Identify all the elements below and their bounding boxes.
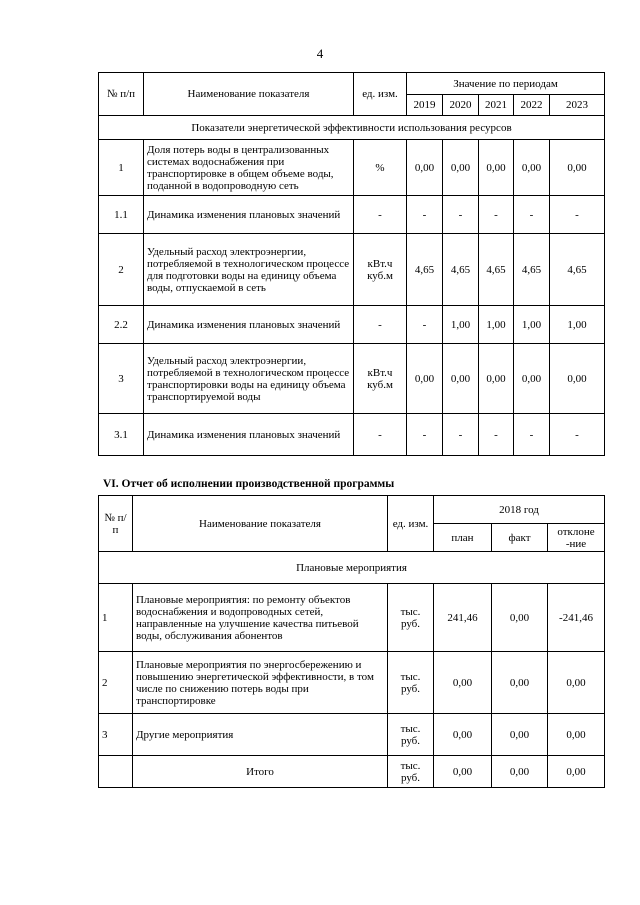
row-name: Динамика изменения плановых значений	[144, 196, 354, 234]
table-row	[99, 306, 605, 344]
row-unit: -	[354, 414, 407, 456]
row-value: 4,65	[407, 234, 443, 306]
header-periods: Значение по периодам	[407, 73, 605, 95]
row-name: Доля потерь воды в централизованных системах водоснабжения при транспортировке в общем объеме воды, поданной в водопроводную сеть	[144, 140, 354, 196]
header-num: № п/п	[99, 73, 144, 116]
row-num: 2	[99, 234, 144, 306]
row-unit: тыс. руб.	[388, 652, 434, 714]
row-value: 0,00	[443, 344, 479, 414]
row-fact: 0,00	[492, 584, 548, 652]
row-deviation: 0,00	[548, 756, 605, 788]
row-num: 1.1	[99, 196, 144, 234]
row-num	[99, 756, 133, 788]
year-2019: 2019	[407, 95, 443, 116]
table2-header-row	[99, 496, 605, 524]
table-row	[99, 196, 605, 234]
energy-efficiency-table	[98, 72, 605, 456]
row-value: -	[479, 414, 514, 456]
header-plan: план	[434, 524, 492, 552]
row-unit: тыс. руб.	[388, 714, 434, 756]
row-value: 1,00	[443, 306, 479, 344]
row-value: -	[550, 414, 605, 456]
header-year: 2018 год	[434, 496, 605, 524]
row-value: 1,00	[514, 306, 550, 344]
row-value: 0,00	[479, 140, 514, 196]
header-unit: ед. изм.	[388, 496, 434, 552]
row-num: 2	[99, 652, 133, 714]
row-value: 0,00	[550, 140, 605, 196]
year-2023: 2023	[550, 95, 605, 116]
row-value: 0,00	[407, 344, 443, 414]
row-value: 1,00	[550, 306, 605, 344]
row-name: Динамика изменения плановых значений	[144, 306, 354, 344]
row-num: 3	[99, 344, 144, 414]
table1-section-row	[99, 116, 605, 140]
row-num: 1	[99, 140, 144, 196]
year-2022: 2022	[514, 95, 550, 116]
header-num: № п/п	[99, 496, 133, 552]
header-deviation: отклоне -ние	[548, 524, 605, 552]
row-value: 0,00	[479, 344, 514, 414]
row-unit: -	[354, 196, 407, 234]
row-value: -	[550, 196, 605, 234]
row-unit: тыс. руб.	[388, 584, 434, 652]
row-unit: %	[354, 140, 407, 196]
row-unit: тыс. руб.	[388, 756, 434, 788]
row-num: 3	[99, 714, 133, 756]
table-row	[99, 714, 605, 756]
row-value: -	[443, 414, 479, 456]
table1-header-row	[99, 73, 605, 95]
row-name: Динамика изменения плановых значений	[144, 414, 354, 456]
section-title: Плановые мероприятия	[99, 552, 605, 584]
row-unit: -	[354, 306, 407, 344]
row-unit: кВт.ч куб.м	[354, 344, 407, 414]
table-row-total	[99, 756, 605, 788]
row-value: 1,00	[479, 306, 514, 344]
row-plan: 241,46	[434, 584, 492, 652]
year-2021: 2021	[479, 95, 514, 116]
header-name: Наименование показателя	[144, 73, 354, 116]
table-row	[99, 652, 605, 714]
row-deviation: 0,00	[548, 714, 605, 756]
row-value: 0,00	[514, 140, 550, 196]
row-value: 4,65	[479, 234, 514, 306]
table-row	[99, 234, 605, 306]
header-unit: ед. изм.	[354, 73, 407, 116]
row-num: 3.1	[99, 414, 144, 456]
row-name: Итого	[133, 756, 388, 788]
row-value: 0,00	[550, 344, 605, 414]
section-heading: VI. Отчет об исполнении производственной программы	[103, 478, 395, 490]
row-name: Удельный расход электроэнергии, потребляемой в технологическом процессе для подготовки воды на единицу объема воды, отпускаемой в сеть	[144, 234, 354, 306]
row-value: -	[407, 306, 443, 344]
header-name: Наименование показателя	[133, 496, 388, 552]
row-plan: 0,00	[434, 756, 492, 788]
row-fact: 0,00	[492, 652, 548, 714]
table-row	[99, 344, 605, 414]
table-row	[99, 414, 605, 456]
row-value: -	[443, 196, 479, 234]
row-value: -	[514, 414, 550, 456]
row-value: 4,65	[514, 234, 550, 306]
row-unit: кВт.ч куб.м	[354, 234, 407, 306]
row-name: Плановые мероприятия по энергосбережению и повышению энергетической эффективности, в том числе по снижению потерь воды при транспортировке	[133, 652, 388, 714]
row-fact: 0,00	[492, 756, 548, 788]
row-name: Другие мероприятия	[133, 714, 388, 756]
row-value: 0,00	[443, 140, 479, 196]
row-name: Удельный расход электроэнергии, потребляемой в технологическом процессе транспортировки воды на единицу объема транспортируемой воды	[144, 344, 354, 414]
row-value: 4,65	[550, 234, 605, 306]
row-value: -	[407, 196, 443, 234]
row-value: -	[479, 196, 514, 234]
row-value: -	[407, 414, 443, 456]
row-value: 0,00	[407, 140, 443, 196]
page-number: 4	[316, 46, 324, 61]
year-2020: 2020	[443, 95, 479, 116]
table2-section-row	[99, 552, 605, 584]
row-value: 0,00	[514, 344, 550, 414]
row-plan: 0,00	[434, 714, 492, 756]
table-row	[99, 140, 605, 196]
row-plan: 0,00	[434, 652, 492, 714]
table-row	[99, 584, 605, 652]
production-program-report-table	[98, 495, 605, 788]
row-value: 4,65	[443, 234, 479, 306]
header-fact: факт	[492, 524, 548, 552]
row-num: 2.2	[99, 306, 144, 344]
section-title: Показатели энергетической эффективности использования ресурсов	[99, 116, 605, 140]
row-deviation: -241,46	[548, 584, 605, 652]
row-value: -	[514, 196, 550, 234]
row-fact: 0,00	[492, 714, 548, 756]
row-num: 1	[99, 584, 133, 652]
row-name: Плановые мероприятия: по ремонту объектов водоснабжения и водопроводных сетей, направленные на улучшение качества питьевой воды, обслуживания абонентов	[133, 584, 388, 652]
row-deviation: 0,00	[548, 652, 605, 714]
